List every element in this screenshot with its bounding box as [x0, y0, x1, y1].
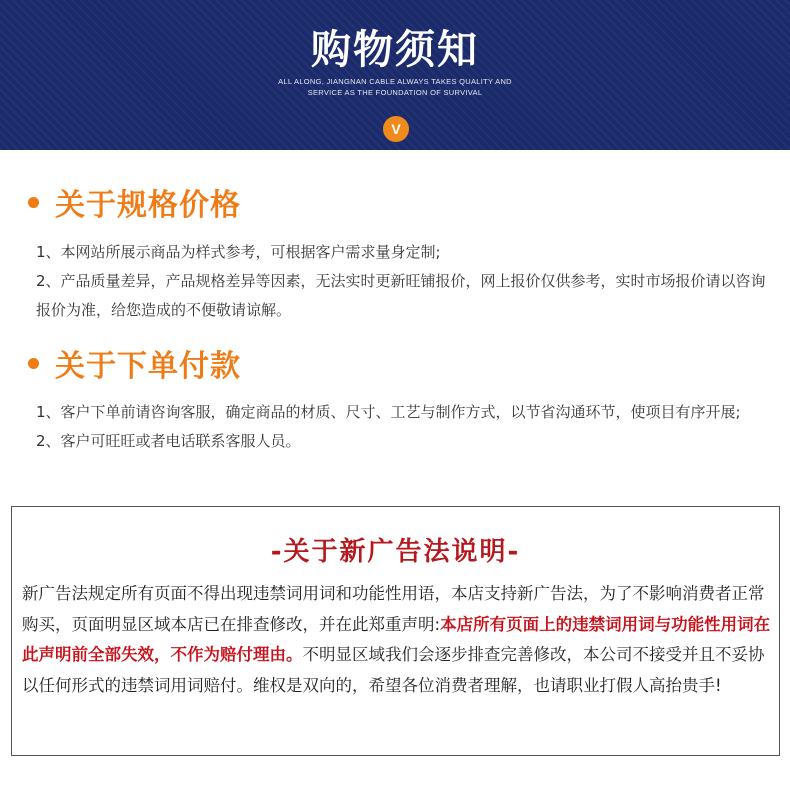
banner-subtitle-line1: ALL ALONG, JIANGNAN CABLE ALWAYS TAKES QUALITY AND: [278, 77, 512, 86]
section-body-spec-price: [36, 238, 771, 325]
notice-title: -关于新广告法说明-: [270, 537, 521, 567]
bullet-dot-icon: [28, 358, 39, 369]
ad-law-notice-box: [11, 506, 780, 756]
list-item: 1、客户下单前请咨询客服，确定商品的材质、尺寸、工艺与制作方式，以节省沟通环节，使项目有序开展;: [36, 403, 741, 421]
section-body-order-payment: [36, 398, 771, 456]
banner-title: 购物须知: [311, 27, 479, 73]
section-heading-order-payment: [28, 343, 241, 383]
list-item: 1、本网站所展示商品为样式参考，可根据客户需求量身定制;: [36, 243, 441, 261]
section-heading-text: 关于规格价格: [55, 188, 241, 223]
notice-highlight-text: 本店所有页面上的违禁词用词与功能性用词在此声明前全部失效，不作为赔付理由。: [22, 614, 771, 664]
bullet-dot-icon: [28, 197, 39, 208]
notice-body: [22, 579, 774, 701]
banner-subtitle-line2: SERVICE AS THE FOUNDATION OF SURVIVAL: [307, 88, 483, 97]
section-heading-text: 关于下单付款: [55, 349, 241, 384]
list-item: 2、产品质量差异，产品规格差异等因素，无法实时更新旺铺报价，网上报价仅供参考，实时市场报价请以咨询报价为准，给您造成的不便敬请谅解。: [36, 272, 766, 319]
v-badge-icon: V: [383, 116, 409, 142]
section-heading-spec-price: [28, 182, 241, 222]
header-banner: [0, 0, 790, 150]
notice-text-part2: 不明显区域我们会逐步排查完善修改，本公司不接受并且不妥协以任何形式的违禁词用词赔付。维权是双向的，希望各位消费者理解，也请职业打假人高抬贵手!: [22, 645, 765, 695]
list-item: 2、客户可旺旺或者电话联系客服人员。: [36, 432, 301, 450]
notice-text-part1: 新广告法规定所有页面不得出现违禁词用词和功能性用语，本店支持新广告法，为了不影响消费者正常购买，页面明显区域本店已在排查修改，并在此郑重声明:: [22, 584, 765, 634]
